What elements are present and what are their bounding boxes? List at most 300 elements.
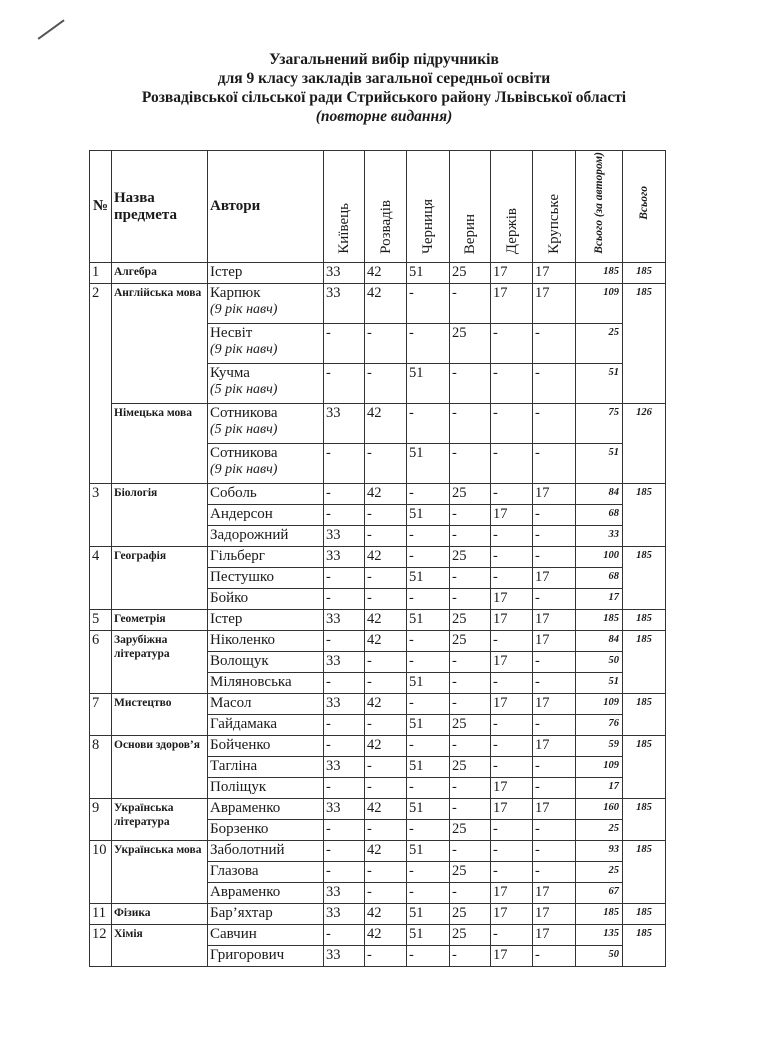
author-name: Бар’яхтар [210, 905, 273, 921]
subject-total: 126 [623, 404, 666, 484]
village-count: - [407, 694, 450, 715]
author-name: Кучма [210, 365, 250, 381]
village-count: - [450, 284, 491, 324]
village-count: - [450, 404, 491, 444]
row-number: 7 [90, 694, 112, 736]
village-count: - [491, 404, 533, 444]
author-cell [208, 841, 324, 862]
author-total: 33 [576, 526, 623, 547]
author-name: Гільберг [210, 548, 265, 564]
village-count: - [407, 862, 450, 883]
village-count: - [533, 652, 576, 673]
author-name: Сотникова [210, 445, 278, 461]
header-total: Всього [623, 151, 666, 263]
village-count: 17 [533, 284, 576, 324]
author-cell [208, 673, 324, 694]
village-count: - [450, 883, 491, 904]
village-count: - [324, 364, 365, 404]
village-count: - [491, 757, 533, 778]
village-count: - [324, 568, 365, 589]
author-total: 76 [576, 715, 623, 736]
author-cell [208, 652, 324, 673]
author-total: 185 [576, 904, 623, 925]
village-count: 17 [491, 946, 533, 967]
table-row [90, 925, 666, 946]
village-count: - [407, 589, 450, 610]
village-count: - [491, 444, 533, 484]
table-row [90, 263, 666, 284]
author-name: Масол [210, 695, 252, 711]
village-count: 42 [365, 404, 407, 444]
village-count: 33 [324, 404, 365, 444]
study-year-note: (9 рік навч) [210, 462, 278, 477]
village-count: - [533, 526, 576, 547]
row-number: 12 [90, 925, 112, 967]
village-count: 51 [407, 841, 450, 862]
village-count: 33 [324, 883, 365, 904]
village-count: 51 [407, 505, 450, 526]
author-cell [208, 505, 324, 526]
village-count: - [533, 757, 576, 778]
subject-name: Алгебра [112, 263, 208, 284]
subject-total: 185 [623, 841, 666, 904]
author-total: 135 [576, 925, 623, 946]
village-count: 17 [491, 883, 533, 904]
author-name: Гайдамака [210, 716, 278, 732]
village-count: - [407, 324, 450, 364]
subject-name: Біологія [112, 484, 208, 547]
village-count: - [365, 862, 407, 883]
village-count: 25 [450, 484, 491, 505]
author-total: 185 [576, 263, 623, 284]
author-name: Андерсон [210, 506, 273, 522]
author-total: 68 [576, 568, 623, 589]
author-cell [208, 404, 324, 444]
village-count: 17 [491, 694, 533, 715]
village-count: 25 [450, 925, 491, 946]
village-count: - [365, 589, 407, 610]
author-cell [208, 444, 324, 484]
village-count: - [365, 324, 407, 364]
village-count: - [365, 757, 407, 778]
village-count: 25 [450, 757, 491, 778]
village-count: 33 [324, 946, 365, 967]
village-count: - [450, 778, 491, 799]
village-count: 17 [533, 904, 576, 925]
subject-total: 185 [623, 547, 666, 610]
village-count: 51 [407, 799, 450, 820]
village-count: 17 [491, 799, 533, 820]
village-count: 51 [407, 757, 450, 778]
village-count: 51 [407, 673, 450, 694]
author-total: 185 [576, 610, 623, 631]
author-cell [208, 610, 324, 631]
header-authors: Автори [208, 151, 324, 263]
author-total: 109 [576, 284, 623, 324]
author-total: 51 [576, 364, 623, 404]
village-count: - [324, 484, 365, 505]
village-count: 51 [407, 904, 450, 925]
table-row [90, 799, 666, 820]
author-name: Бойко [210, 590, 249, 606]
village-count: 25 [450, 904, 491, 925]
author-total: 100 [576, 547, 623, 568]
village-count: - [491, 484, 533, 505]
village-count: - [491, 862, 533, 883]
author-cell [208, 862, 324, 883]
village-count: 17 [491, 589, 533, 610]
table-row [90, 484, 666, 505]
village-count: - [533, 444, 576, 484]
village-count: - [533, 324, 576, 364]
village-count: - [491, 364, 533, 404]
table-row [90, 404, 666, 444]
village-count: - [533, 862, 576, 883]
village-count: - [365, 505, 407, 526]
author-total: 50 [576, 946, 623, 967]
title-edition: (повторне видання) [315, 108, 453, 125]
author-total: 160 [576, 799, 623, 820]
row-number: 9 [90, 799, 112, 841]
author-cell [208, 736, 324, 757]
author-cell [208, 263, 324, 284]
village-count: - [324, 324, 365, 364]
author-name: Сотникова [210, 405, 278, 421]
author-cell [208, 589, 324, 610]
scan-pen-mark [38, 19, 65, 39]
village-count: 51 [407, 610, 450, 631]
village-count: - [491, 841, 533, 862]
village-count: - [407, 778, 450, 799]
author-total: 51 [576, 444, 623, 484]
author-name: Авраменко [210, 884, 281, 900]
village-count: 17 [533, 568, 576, 589]
village-count: - [450, 946, 491, 967]
subject-name: Англійська мова [112, 284, 208, 404]
author-cell [208, 526, 324, 547]
village-count: - [450, 694, 491, 715]
author-name: Глазова [210, 863, 259, 879]
village-count: - [450, 444, 491, 484]
village-count: 42 [365, 799, 407, 820]
header-total-by-author: Всього (за автором) [576, 151, 623, 263]
header-village-derzhiv: Держів [491, 151, 533, 263]
author-name: Істер [210, 264, 243, 280]
village-count: - [491, 631, 533, 652]
village-count: 33 [324, 652, 365, 673]
village-count: 51 [407, 364, 450, 404]
subject-total: 185 [623, 610, 666, 631]
author-cell [208, 324, 324, 364]
village-count: 25 [450, 547, 491, 568]
village-count: - [324, 736, 365, 757]
village-count: 33 [324, 526, 365, 547]
subject-total: 185 [623, 736, 666, 799]
author-cell [208, 715, 324, 736]
author-total: 50 [576, 652, 623, 673]
village-count: - [450, 589, 491, 610]
village-count: 42 [365, 736, 407, 757]
village-count: - [365, 778, 407, 799]
author-name: Поліщук [210, 779, 267, 795]
author-cell [208, 568, 324, 589]
village-count: 17 [533, 736, 576, 757]
village-count: 25 [450, 862, 491, 883]
author-total: 17 [576, 778, 623, 799]
village-count: - [491, 324, 533, 364]
row-number: 2 [90, 284, 112, 484]
study-year-note: (5 рік навч) [210, 382, 278, 397]
village-count: - [324, 862, 365, 883]
village-count: 25 [450, 631, 491, 652]
subject-name: Мистецтво [112, 694, 208, 736]
author-name: Ніколенко [210, 632, 276, 648]
village-count: 33 [324, 694, 365, 715]
village-count: - [450, 673, 491, 694]
village-count: - [407, 547, 450, 568]
village-count: 25 [450, 263, 491, 284]
author-total: 25 [576, 862, 623, 883]
author-cell [208, 904, 324, 925]
row-number: 10 [90, 841, 112, 904]
subject-name: Фізика [112, 904, 208, 925]
village-count: 17 [491, 505, 533, 526]
author-total: 109 [576, 757, 623, 778]
village-count: - [450, 526, 491, 547]
village-count: - [533, 820, 576, 841]
study-year-note: (9 рік навч) [210, 342, 278, 357]
subject-name: Географія [112, 547, 208, 610]
village-count: - [365, 568, 407, 589]
study-year-note: (5 рік навч) [210, 422, 278, 437]
village-count: - [533, 778, 576, 799]
village-count: - [491, 547, 533, 568]
author-total: 51 [576, 673, 623, 694]
village-count: 25 [450, 820, 491, 841]
document-heading [0, 50, 768, 126]
village-count: - [533, 505, 576, 526]
subject-total: 185 [623, 631, 666, 694]
author-total: 67 [576, 883, 623, 904]
village-count: - [324, 505, 365, 526]
village-count: - [407, 484, 450, 505]
village-count: 17 [533, 610, 576, 631]
village-count: 25 [450, 324, 491, 364]
village-count: 33 [324, 757, 365, 778]
village-count: - [533, 715, 576, 736]
village-count: 51 [407, 925, 450, 946]
village-count: - [491, 526, 533, 547]
village-count: - [450, 799, 491, 820]
village-count: 42 [365, 631, 407, 652]
village-count: - [407, 526, 450, 547]
author-name: Задорожний [210, 527, 289, 543]
village-count: - [365, 364, 407, 404]
village-count: 51 [407, 263, 450, 284]
title-line-1: Узагальнений вибір підручників [269, 51, 499, 68]
table-row [90, 547, 666, 568]
village-count: - [450, 568, 491, 589]
village-count: - [324, 925, 365, 946]
village-count: 42 [365, 841, 407, 862]
author-name: Міляновська [210, 674, 292, 690]
row-number: 11 [90, 904, 112, 925]
village-count: 17 [533, 883, 576, 904]
subject-name: Основи здоров’я [112, 736, 208, 799]
village-count: - [365, 673, 407, 694]
village-count: 42 [365, 284, 407, 324]
village-count: 25 [450, 715, 491, 736]
author-cell [208, 799, 324, 820]
village-count: 17 [491, 263, 533, 284]
author-total: 68 [576, 505, 623, 526]
village-count: 42 [365, 904, 407, 925]
village-count: - [365, 444, 407, 484]
village-count: - [324, 631, 365, 652]
village-count: - [407, 284, 450, 324]
header-number: № [90, 151, 112, 263]
subject-name: Українська література [112, 799, 208, 841]
author-cell [208, 694, 324, 715]
village-count: 17 [533, 925, 576, 946]
title-line-3: Розвадівської сільської ради Стрийського району Львівської області [141, 89, 627, 106]
table-header-row [90, 151, 666, 263]
village-count: - [450, 652, 491, 673]
study-year-note: (9 рік навч) [210, 302, 278, 317]
subject-total: 185 [623, 263, 666, 284]
author-cell [208, 820, 324, 841]
village-count: 42 [365, 925, 407, 946]
author-total: 59 [576, 736, 623, 757]
village-count: 17 [491, 652, 533, 673]
village-count: - [365, 715, 407, 736]
village-count: - [491, 925, 533, 946]
village-count: - [324, 778, 365, 799]
village-count: - [450, 841, 491, 862]
village-count: - [533, 946, 576, 967]
village-count: - [324, 673, 365, 694]
author-name: Карпюк [210, 285, 261, 301]
author-name: Авраменко [210, 800, 281, 816]
table-row [90, 610, 666, 631]
village-count: - [407, 946, 450, 967]
author-cell [208, 925, 324, 946]
village-count: 17 [533, 694, 576, 715]
author-cell [208, 284, 324, 324]
author-total: 75 [576, 404, 623, 444]
author-cell [208, 778, 324, 799]
subject-name: Геометрія [112, 610, 208, 631]
village-count: - [450, 736, 491, 757]
village-count: 17 [533, 263, 576, 284]
subject-name: Хімія [112, 925, 208, 967]
author-name: Істер [210, 611, 243, 627]
author-name: Волощук [210, 653, 269, 669]
row-number: 8 [90, 736, 112, 799]
subject-total: 185 [623, 925, 666, 967]
subject-name: Українська мова [112, 841, 208, 904]
village-count: - [407, 820, 450, 841]
subject-total: 185 [623, 284, 666, 404]
village-count: - [407, 736, 450, 757]
author-cell [208, 484, 324, 505]
subject-total: 185 [623, 694, 666, 736]
village-count: 17 [491, 778, 533, 799]
village-count: - [365, 883, 407, 904]
village-count: 33 [324, 904, 365, 925]
table-row [90, 841, 666, 862]
village-count: 51 [407, 444, 450, 484]
author-cell [208, 883, 324, 904]
subject-total: 185 [623, 904, 666, 925]
village-count: - [324, 841, 365, 862]
table-row [90, 631, 666, 652]
header-subject: Назва предмета [112, 151, 208, 263]
village-count: 51 [407, 568, 450, 589]
village-count: - [450, 364, 491, 404]
author-total: 84 [576, 484, 623, 505]
village-count: 33 [324, 610, 365, 631]
village-count: - [365, 652, 407, 673]
author-cell [208, 547, 324, 568]
author-total: 84 [576, 631, 623, 652]
village-count: 17 [533, 484, 576, 505]
author-total: 93 [576, 841, 623, 862]
author-name: Соболь [210, 485, 257, 501]
row-number: 4 [90, 547, 112, 610]
subject-name: Німецька мова [112, 404, 208, 484]
village-count: - [491, 568, 533, 589]
author-cell [208, 631, 324, 652]
village-count: 42 [365, 694, 407, 715]
header-village-krupske: Крупське [533, 151, 576, 263]
village-count: 42 [365, 484, 407, 505]
village-count: 25 [450, 610, 491, 631]
village-count: - [324, 444, 365, 484]
village-count: - [491, 820, 533, 841]
table-body [90, 263, 666, 967]
author-cell [208, 946, 324, 967]
village-count: - [450, 505, 491, 526]
village-count: - [533, 364, 576, 404]
table-row [90, 736, 666, 757]
village-count: - [533, 673, 576, 694]
village-count: - [407, 404, 450, 444]
village-count: 17 [491, 284, 533, 324]
village-count: 17 [533, 799, 576, 820]
village-count: 33 [324, 263, 365, 284]
village-count: 42 [365, 610, 407, 631]
village-count: - [324, 589, 365, 610]
village-count: - [324, 715, 365, 736]
village-count: - [533, 841, 576, 862]
village-count: - [365, 526, 407, 547]
author-name: Пестушко [210, 569, 274, 585]
village-count: - [365, 946, 407, 967]
village-count: 17 [491, 904, 533, 925]
village-count: 42 [365, 547, 407, 568]
header-village-veryn: Верин [450, 151, 491, 263]
author-total: 109 [576, 694, 623, 715]
village-count: - [491, 715, 533, 736]
row-number: 6 [90, 631, 112, 694]
village-count: - [491, 673, 533, 694]
village-count: - [533, 404, 576, 444]
row-number: 1 [90, 263, 112, 284]
village-count: - [324, 820, 365, 841]
author-cell [208, 757, 324, 778]
village-count: 17 [533, 631, 576, 652]
